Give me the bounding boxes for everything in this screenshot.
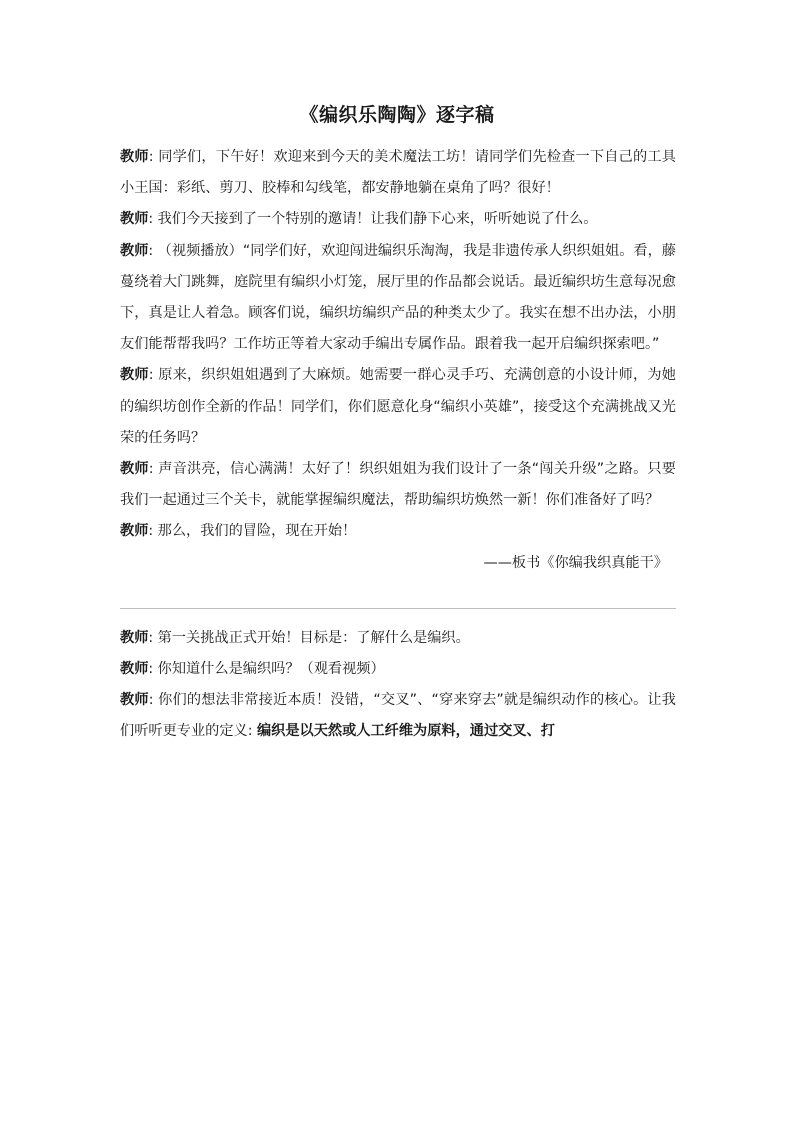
paragraph [120,142,676,204]
speaker-label: 教师 [120,661,149,678]
section-divider [120,608,676,609]
paragraph [120,360,676,454]
paragraph [120,236,676,361]
speaker-label: 教师 [120,523,149,540]
document-title: 《编织乐陶陶》逐字稿 [299,104,495,126]
paragraph-text: : 声音洪亮，信心满满！太好了！织织姐姐为我们设计了一条“闯关升级”之路。只要我们一起通过三个关卡，就能掌握编织魔法，帮助编织坊焕然一新！你们准备好了吗？ [120,461,676,509]
paragraph-text: : 第一关挑战正式开始！目标是：了解什么是编织。 [148,629,470,646]
paragraph [120,454,676,516]
paragraph [120,516,676,547]
paragraph-text: : 你知道什么是编织吗？（观看视频） [148,661,385,678]
speaker-label: 教师 [120,149,149,165]
paragraph-text: : （视频播放）“同学们好，欢迎闯进编织乐淘淘，我是非遗传承人织织姐姐。看，藤蔓绕着大门跳舞，庭院里有编织小灯笼，展厅里的作品都会说话。最近编织坊生意每况愈下，真是让人着急。顾客们说，编织坊编织产品的种类太少了。我实在想不出办法，小朋友们能帮帮我吗？工作坊正等着大家动手编出专属作品。跟着我一起开启编织探索吧。” [120,242,676,353]
paragraph-text: : 你们的想法非常接近本质！没错，“交叉”、“穿来穿去”就是编织动作的核心。让我们听听更专业的定义: [120,692,676,740]
paragraph-text: : 原来，织织姐姐遇到了大麻烦。她需要一群心灵手巧、充满创意的小设计师，为她的编织坊创作全新的作品！同学们，你们愿意化身“编织小英雄”，接受这个充满挑战又光荣的任务吗？ [120,367,676,446]
speaker-label: 教师 [120,629,149,646]
paragraph-text: : 那么，我们的冒险，现在开始！ [148,523,357,540]
paragraph-text: : 我们今天接到了一个特别的邀请！让我们静下心来，听听她说了什么。 [148,211,598,228]
paragraph [120,204,676,235]
speaker-label: 教师 [120,692,149,709]
board-writing-attribution: ——板书《你编我织真能干》 [483,554,668,571]
definition-text: 编织是以天然或人工纤维为原料，通过交叉、打 [256,723,555,740]
paragraph [120,685,676,747]
speaker-label: 教师 [120,367,149,384]
speaker-label: 教师 [120,461,149,478]
speaker-label: 教师 [120,242,149,259]
speaker-label: 教师 [120,211,149,228]
document-body [120,142,676,748]
paragraph [120,623,676,654]
paragraph [120,654,676,685]
paragraph-text: : 同学们，下午好！欢迎来到今天的美术魔法工坊！请同学们先检查一下自己的工具小王国：彩纸、剪刀、胶棒和勾线笔，都安静地躺在桌角了吗？很好！ [120,149,676,197]
